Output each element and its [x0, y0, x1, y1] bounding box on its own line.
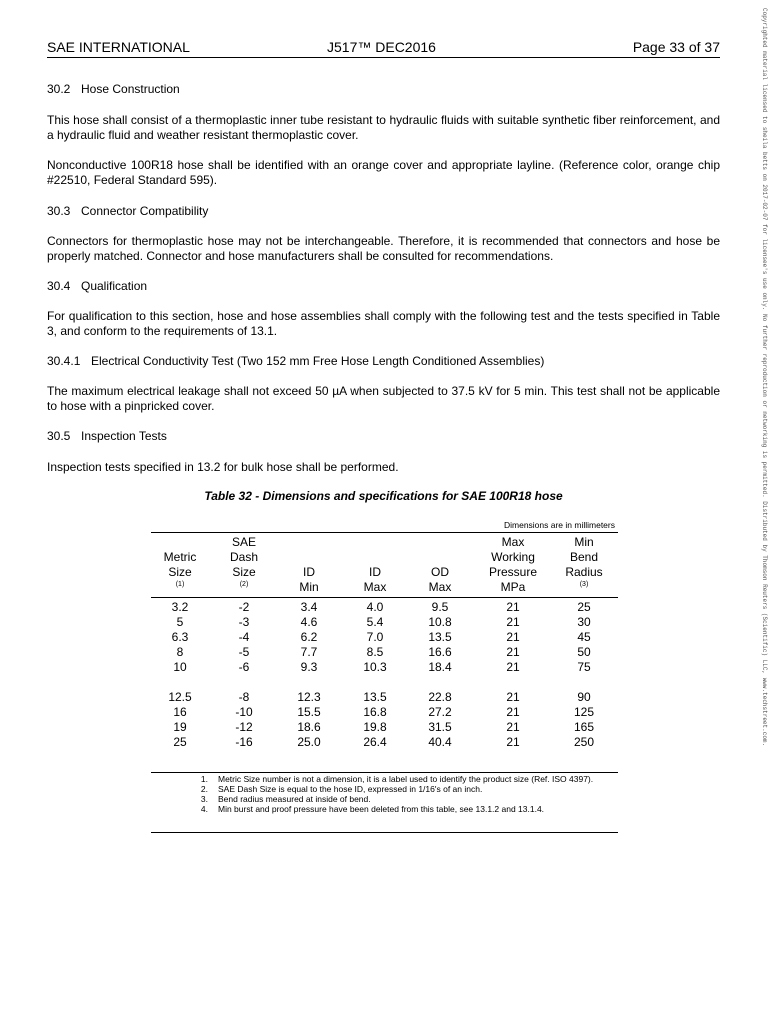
table-rule-top [151, 532, 618, 533]
column-header-line: SAE [231, 535, 256, 549]
column-header-line: Bend [569, 550, 599, 564]
column-header-line: ID [303, 565, 315, 579]
table-cell: 9.5 [431, 600, 449, 614]
table-cell: 25.0 [297, 735, 321, 749]
footnote-text: Metric Size number is not a dimension, it is a label used to identify the product size (Ref. ISO 4397). [218, 774, 594, 784]
column-header-line: Working [491, 550, 535, 564]
table-cell: 13.5 [428, 630, 452, 644]
column-header [400, 535, 480, 595]
table-cell: 21 [506, 615, 520, 629]
footnote-rule [151, 832, 618, 833]
header-page-number: Page 33 of 37 [632, 39, 720, 55]
table-title: Table 32 - Dimensions and specifications for SAE 100R18 hose [204, 489, 563, 503]
table-cell: 21 [506, 630, 520, 644]
heading-30-5: 30.5 Inspection Tests [47, 429, 167, 443]
table-cell: 90 [577, 690, 591, 704]
table-cell: 25 [577, 600, 591, 614]
table-cell: 6.3 [171, 630, 189, 644]
table-cell: 21 [506, 645, 520, 659]
table-footnotes [148, 774, 618, 814]
table-cell: 26.4 [363, 735, 387, 749]
heading-30-4: 30.4 Qualification [47, 279, 148, 293]
table-cell: 21 [506, 735, 520, 749]
table-rule-header [151, 597, 618, 598]
table-cell: 27.2 [428, 705, 452, 719]
table-cell: 40.4 [428, 735, 452, 749]
table-cell: 21 [506, 720, 520, 734]
table-cell: 21 [506, 690, 520, 704]
footnote-text: SAE Dash Size is equal to the hose ID, expressed in 1/16's of an inch. [218, 784, 483, 794]
table-cell: 16.6 [428, 645, 452, 659]
footnote-text: Min burst and proof pressure have been deleted from this table, see 13.1.2 and 13.1.4. [218, 804, 545, 814]
table-cell: -10 [235, 705, 253, 719]
table-cell: 10 [173, 660, 187, 674]
footnote-number: 2. [200, 784, 208, 794]
footnote [148, 784, 618, 794]
table-cell: 31.5 [428, 720, 452, 734]
table-row [151, 690, 618, 705]
column-header-line: Max [363, 580, 387, 594]
table-cell: 30 [577, 615, 591, 629]
table-cell: 45 [577, 630, 591, 644]
table-cell: 250 [573, 735, 595, 749]
table-cell: -16 [235, 735, 253, 749]
column-header-line: ID [369, 565, 381, 579]
table-cell: 4.0 [366, 600, 384, 614]
footnote [148, 804, 618, 814]
para-inspection: Inspection tests specified in 13.2 for bulk hose shall be performed. [47, 460, 399, 474]
column-header-line: Size [168, 565, 192, 579]
table-cell: 21 [506, 705, 520, 719]
table-cell: 8.5 [366, 645, 384, 659]
table-cell: 7.0 [366, 630, 384, 644]
table-cell: 8 [176, 645, 184, 659]
table-row [151, 615, 618, 630]
table-cell: -8 [238, 690, 250, 704]
column-header-line [400, 535, 480, 550]
table-row [151, 720, 618, 735]
column-header-line: Dash [229, 550, 258, 564]
column-header-line: Metric [163, 550, 197, 564]
column-header-line: Max [501, 535, 525, 549]
para-nonconductive: Nonconductive 100R18 hose shall be identified with an orange cover and appropriate layline. (Reference color, orange chip #22510, Federal Standard 595). [47, 158, 720, 187]
table-cell: 18.4 [428, 660, 452, 674]
table-cell: 7.7 [300, 645, 318, 659]
column-header-line: Min [574, 535, 594, 549]
table-cell: 12.3 [297, 690, 321, 704]
table-cell: 4.6 [300, 615, 318, 629]
para-electrical-test: The maximum electrical leakage shall not exceed 50 µA when subjected to 37.5 kV for 5 min. This test shall not be applicable to hose with a pinpricked cover. [47, 384, 720, 413]
table-cell: 15.5 [297, 705, 321, 719]
table-cell: 13.5 [363, 690, 387, 704]
footnote-number: 1. [200, 774, 208, 784]
table-cell: 3.2 [171, 600, 189, 614]
table-cell: -4 [238, 630, 250, 644]
column-header-line: MPa [500, 580, 526, 594]
footnote-number: 4. [200, 804, 208, 814]
column-header [544, 535, 624, 589]
heading-30-3: 30.3 Connector Compatibility [47, 204, 209, 218]
table-cell: 22.8 [428, 690, 452, 704]
table-rule-bottom [151, 772, 618, 773]
table-cell: 12.5 [168, 690, 192, 704]
para-connector-compat: Connectors for thermoplastic hose may not be interchangeable. Therefore, it is recommended that connectors and hose be properly matched. Connector and hose manufacturers shall be consulted for recommendations. [47, 234, 720, 263]
column-header-line: OD [431, 565, 449, 579]
table-cell: 165 [573, 720, 595, 734]
footnote [148, 794, 618, 804]
table-row [151, 705, 618, 720]
footnote-text: Bend radius measured at inside of bend. [218, 794, 371, 804]
table-cell: 10.8 [428, 615, 452, 629]
table-cell: -5 [238, 645, 250, 659]
table-cell: 50 [577, 645, 591, 659]
table-cell: 16 [173, 705, 187, 719]
table-cell: 25 [173, 735, 187, 749]
column-header-line [400, 550, 480, 565]
page-header [47, 39, 720, 58]
table-cell: -3 [238, 615, 250, 629]
table-cell: 3.4 [300, 600, 318, 614]
column-header-line: Min [299, 580, 319, 594]
table-cell: -6 [238, 660, 250, 674]
table-cell: 21 [506, 600, 520, 614]
table-cell: -2 [238, 600, 250, 614]
table-cell: 9.3 [300, 660, 318, 674]
column-header [473, 535, 553, 595]
heading-30-4-1: 30.4.1 Electrical Conductivity Test (Two 152 mm Free Hose Length Conditioned Assemblies) [47, 354, 545, 368]
table-cell: 6.2 [300, 630, 318, 644]
dimensions-note: Dimensions are in millimeters [503, 520, 615, 530]
table-row [151, 630, 618, 645]
table-row [151, 600, 618, 615]
column-header-line: Radius [565, 565, 603, 579]
column-header-note: (1) [175, 581, 185, 588]
column-header-line: Size [232, 565, 256, 579]
table-cell: 125 [573, 705, 595, 719]
heading-30-2: 30.2 Hose Construction [47, 82, 180, 96]
table-cell: 16.8 [363, 705, 387, 719]
column-header-note: (2) [239, 581, 249, 588]
header-org: SAE INTERNATIONAL [47, 39, 190, 55]
table-row [151, 645, 618, 660]
table-cell: 19 [173, 720, 187, 734]
table-cell: 19.8 [363, 720, 387, 734]
table-cell: 5 [176, 615, 184, 629]
column-header-line: Max [428, 580, 452, 594]
para-hose-construction: This hose shall consist of a thermoplastic inner tube resistant to hydraulic fluids with suitable synthetic fiber reinforcement, and a hydraulic fluid and weather resistant thermoplastic cover. [47, 113, 720, 142]
para-qualification: For qualification to this section, hose and hose assemblies shall comply with the following test and the tests specified in Table 3, and conform to the requirements of 13.1. [47, 309, 720, 338]
copyright-notice: Copyrighted material licensed to sheila betts on 2017-02-07 for licensee's use only. No further reproduction or networking is permitted. Distributed by Thomson Reuters (Scientific) LLC, www.techstreet.com. [761, 8, 768, 747]
table-row [151, 735, 618, 750]
footnote-number: 3. [200, 794, 208, 804]
table-row [151, 660, 618, 675]
table-cell: 10.3 [363, 660, 387, 674]
column-header-line: Pressure [488, 565, 538, 579]
header-doc-id: J517™ DEC2016 [327, 39, 436, 55]
table-cell: -12 [235, 720, 253, 734]
column-header-note: (3) [579, 581, 589, 588]
table-cell: 21 [506, 660, 520, 674]
table-cell: 75 [577, 660, 591, 674]
footnote [148, 774, 618, 784]
table-cell: 5.4 [366, 615, 384, 629]
table-cell: 18.6 [297, 720, 321, 734]
